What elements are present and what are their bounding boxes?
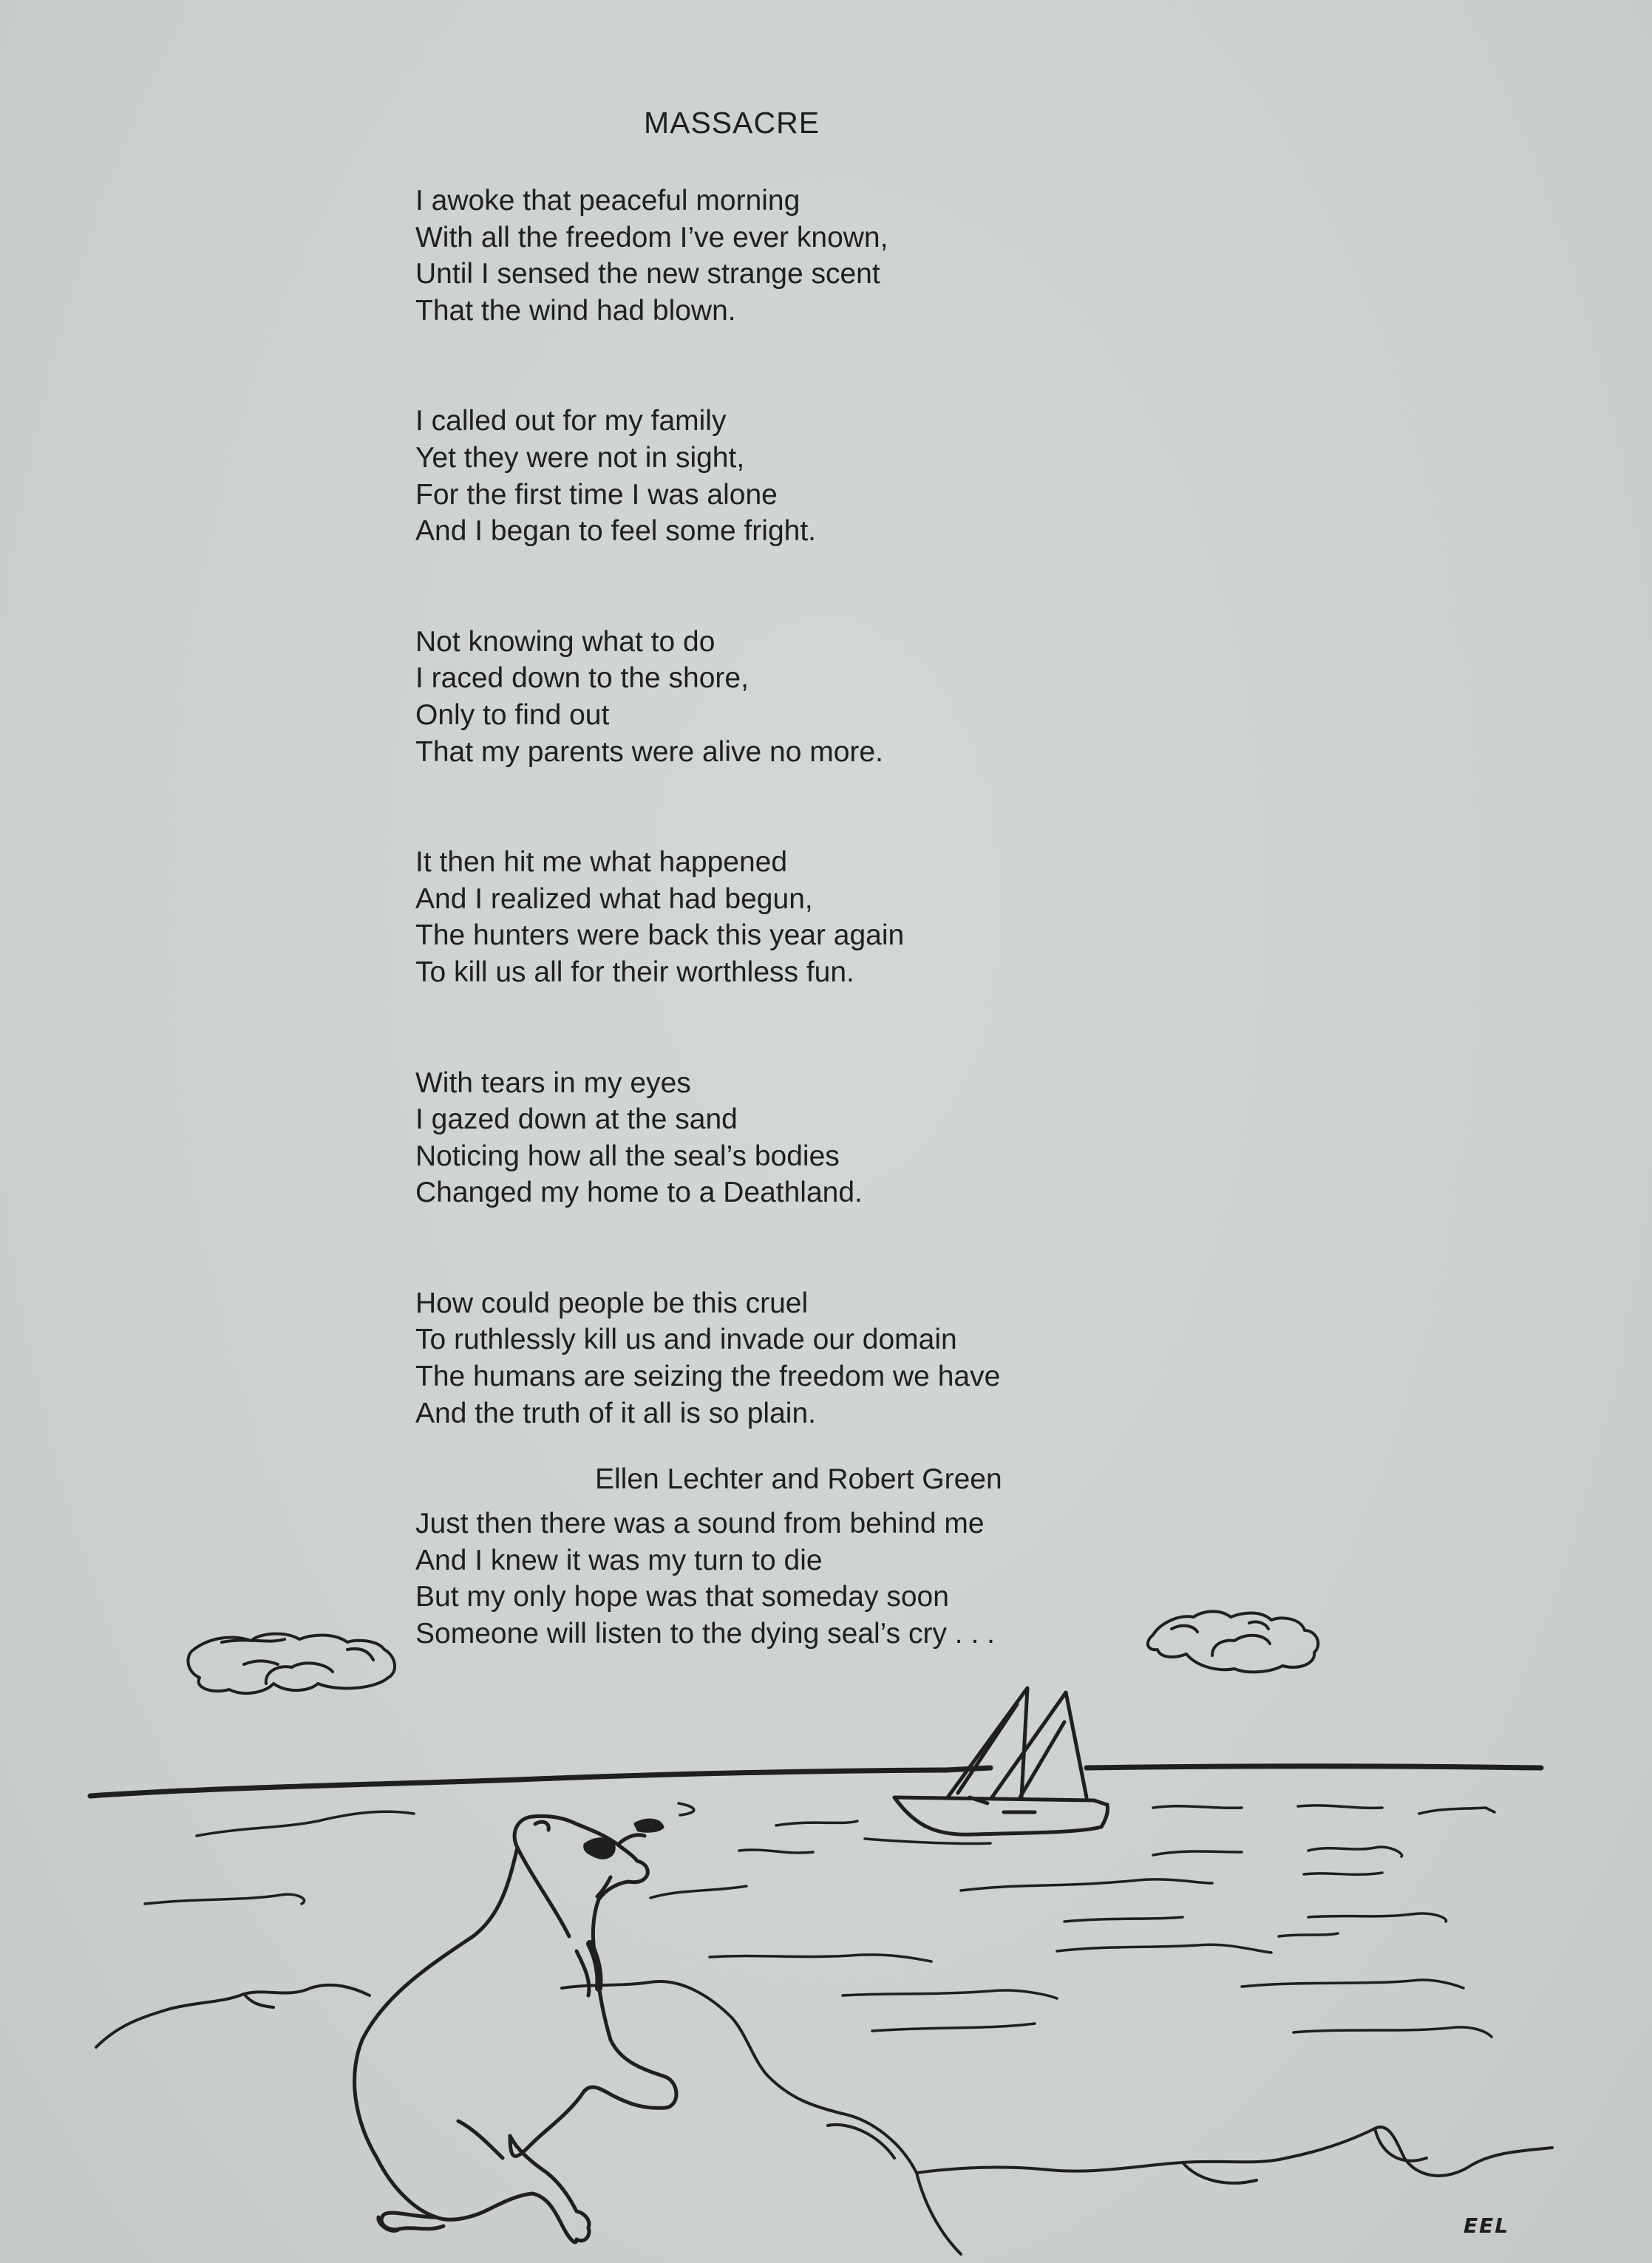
poem-line: And I realized what had begun,: [415, 882, 813, 915]
poem-line: With all the freedom I’ve ever known,: [415, 221, 888, 253]
poem-line: Not knowing what to do: [415, 625, 715, 658]
poem-line: Just then there was a sound from behind me: [415, 1508, 985, 1540]
poem-line: That the wind had blown.: [415, 294, 736, 327]
poem-line: The hunters were back this year again: [415, 919, 905, 952]
poem-line: And I began to feel some fright.: [415, 515, 817, 548]
poem-line: I gazed down at the sand: [415, 1103, 738, 1136]
seal-drawing: [355, 1816, 676, 2242]
poem-line: Changed my home to a Deathland.: [415, 1177, 863, 1209]
poem-line: Someone will listen to the dying seal’s cry . . .: [415, 1618, 995, 1650]
poem-line: How could people be this cruel: [415, 1287, 809, 1319]
poem-line: Noticing how all the seal’s bodies: [415, 1140, 840, 1172]
poem-authors: Ellen Lechter and Robert Green: [595, 1463, 1002, 1495]
seal-seascape-illustration: [0, 1582, 1652, 2263]
poem-line: Yet they were not in sight,: [415, 441, 745, 474]
illustrator-signature: EEL: [1464, 2213, 1510, 2238]
stanza-2: [415, 403, 1081, 549]
poem-line: It then hit me what happened: [415, 846, 788, 879]
poem-line: The humans are seizing the freedom we have: [415, 1361, 1001, 1393]
rocky-shore: [96, 1981, 1552, 2254]
sailboat: [894, 1688, 1108, 1834]
poem-line: Until I sensed the new strange scent: [415, 258, 880, 290]
poem-line: To kill us all for their worthless fun.: [415, 956, 854, 988]
poem-line: I called out for my family: [415, 405, 727, 438]
poem-line: I awoke that peaceful morning: [415, 185, 800, 217]
poem-line: With tears in my eyes: [415, 1066, 691, 1099]
cloud-left: [188, 1634, 395, 1693]
stanza-1: [415, 183, 1081, 329]
horizon-line: [90, 1766, 1541, 1796]
poem-line: And I knew it was my turn to die: [415, 1544, 823, 1576]
poem-line: To ruthlessly kill us and invade our domain: [415, 1324, 957, 1356]
poem-line: I raced down to the shore,: [415, 662, 749, 695]
cloud-right: [1148, 1611, 1318, 1672]
poem-line: For the first time I was alone: [415, 478, 778, 511]
stanza-4: [415, 844, 1081, 990]
water-waves: [145, 1803, 1495, 2037]
poem-title: MASSACRE: [643, 106, 820, 140]
poem-line: But my only hope was that someday soon: [415, 1581, 949, 1613]
poem-line: That my parents were alive no more.: [415, 735, 883, 768]
stanza-3: [415, 624, 1081, 770]
stanza-6: [415, 1285, 1081, 1432]
stanza-5: [415, 1065, 1081, 1211]
poem-line: Only to find out: [415, 698, 610, 731]
poem-line: And the truth of it all is so plain.: [415, 1397, 816, 1429]
